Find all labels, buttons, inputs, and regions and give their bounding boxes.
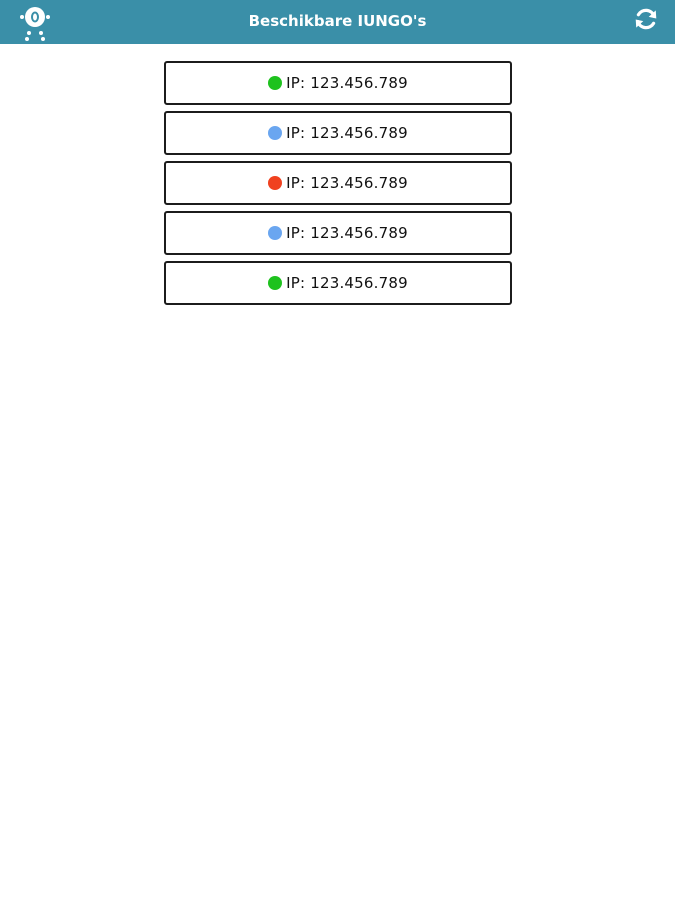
device-item[interactable] <box>164 161 512 205</box>
device-item[interactable] <box>164 211 512 255</box>
device-item[interactable] <box>164 261 512 305</box>
device-item[interactable] <box>164 61 512 105</box>
status-dot-icon <box>268 76 282 90</box>
device-item[interactable] <box>164 111 512 155</box>
top-bar <box>0 0 675 44</box>
device-list <box>164 61 512 311</box>
status-dot-icon <box>268 176 282 190</box>
refresh-icon[interactable] <box>633 6 659 32</box>
device-ip-label: IP: 123.456.789 <box>286 74 408 92</box>
status-dot-icon <box>268 226 282 240</box>
device-ip-label: IP: 123.456.789 <box>286 274 408 292</box>
page-title: Beschikbare IUNGO's <box>248 12 427 30</box>
status-dot-icon <box>268 276 282 290</box>
device-ip-label: IP: 123.456.789 <box>286 174 408 192</box>
status-dot-icon <box>268 126 282 140</box>
device-ip-label: IP: 123.456.789 <box>286 224 408 242</box>
device-ip-label: IP: 123.456.789 <box>286 124 408 142</box>
